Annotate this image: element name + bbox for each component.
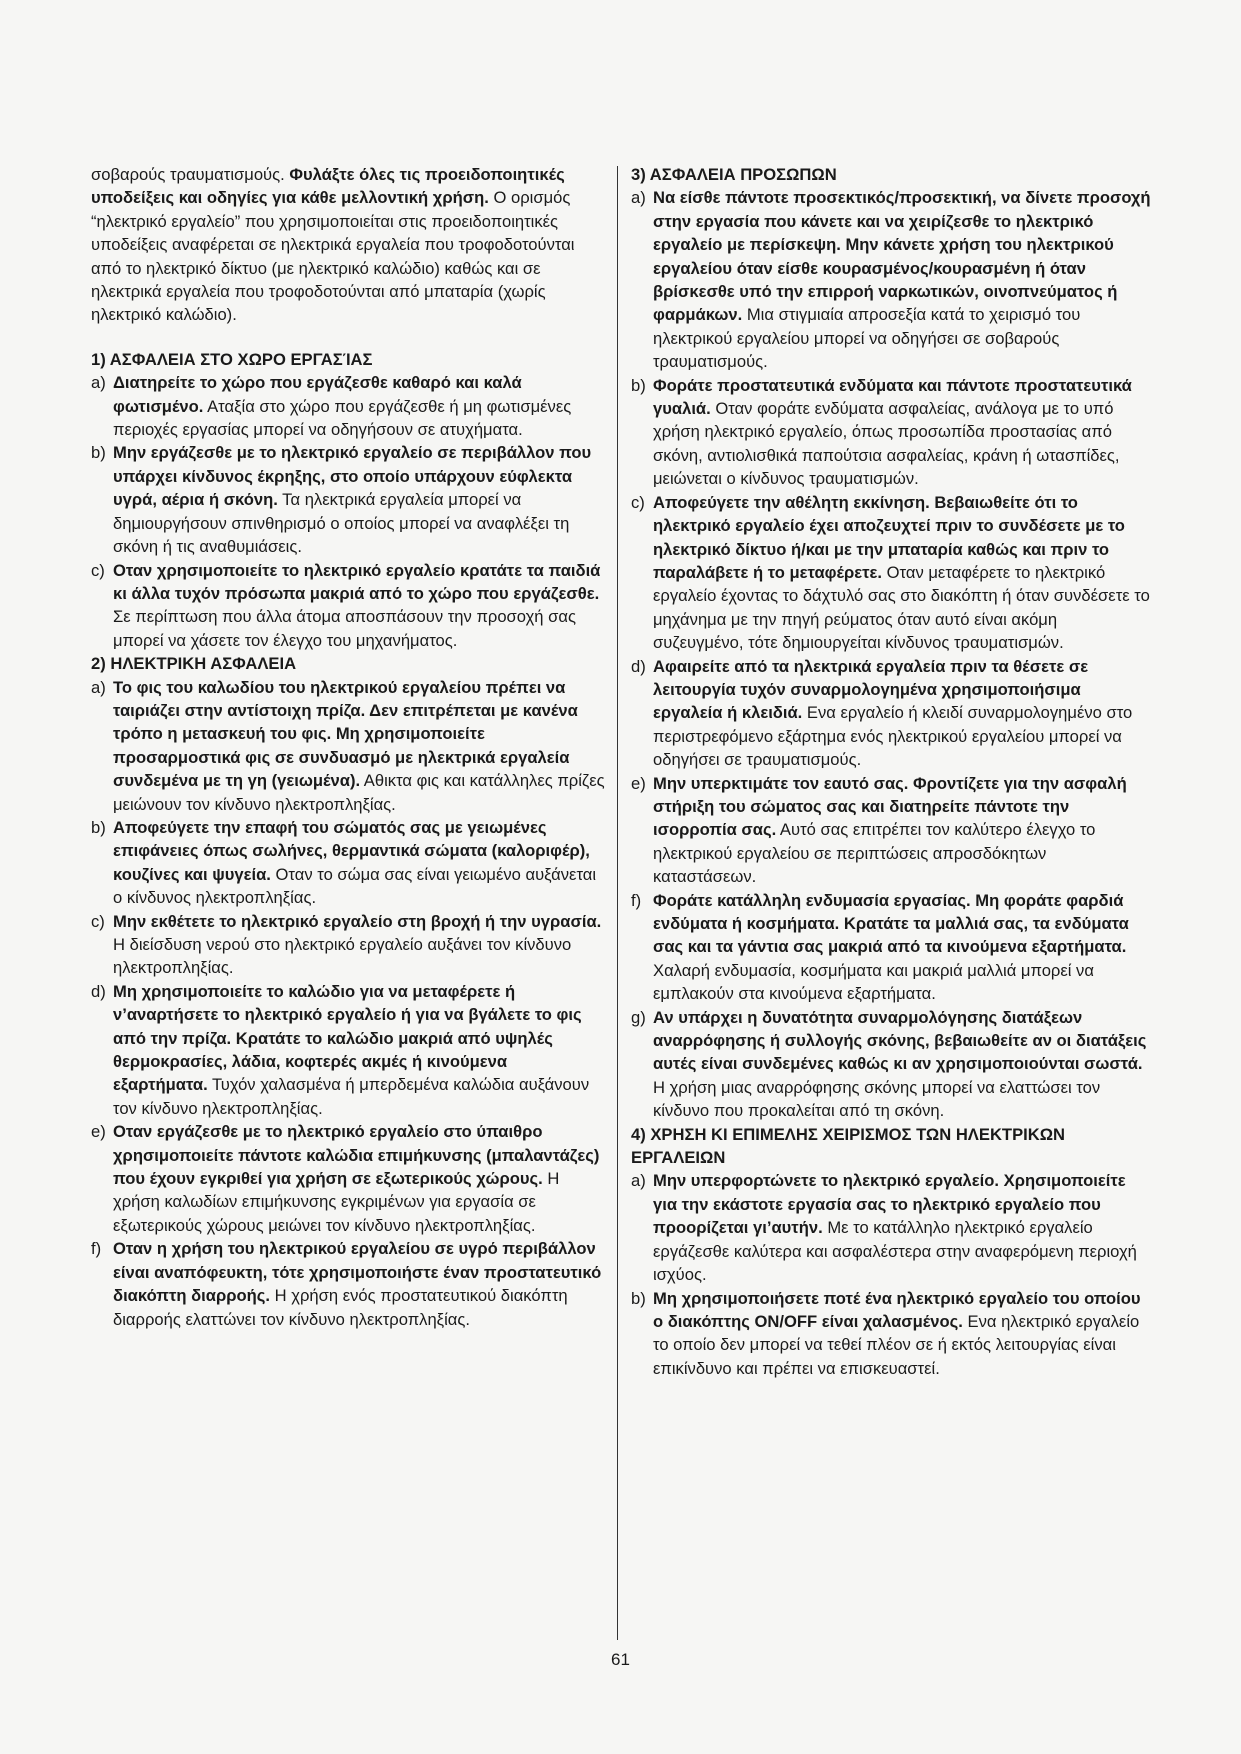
section-2-item-a	[91, 676, 606, 816]
item-marker: c)	[631, 492, 645, 512]
item-marker: a)	[631, 188, 646, 208]
item-bold: Οταν εργάζεσθε με το ηλεκτρικό εργαλείο στο ύπαιθρο χρησιμοποιείτε πάντοτε καλώδια επιμήκυνσης (μπαλαντάζες) που έχουν εγκριθεί για χρήση σε εξωτερικούς χώρους.	[113, 1122, 600, 1189]
item-text: Με το κατάλληλο ηλεκτρικό εργαλείο εργάζεσθε καλύτερα και ασφαλέστερα στην αναφερόμενη περιοχή ισχύος.	[653, 1218, 1137, 1285]
item-marker: c)	[91, 911, 105, 931]
section-4-heading: 4) ΧΡΗΣΗ ΚΙ ΕΠΙΜΕΛΗΣ ΧΕΙΡΙΣΜΟΣ ΤΩΝ ΗΛΕΚΤΡΙΚΩΝ ΕΡΓΑΛΕΙΩΝ	[631, 1124, 1066, 1168]
section-1-item-b	[91, 441, 606, 558]
item-marker: a)	[631, 1171, 646, 1191]
item-marker: b)	[631, 375, 646, 395]
section-2-item-f	[91, 1237, 606, 1331]
intro-lead: σοβαρούς τραυματισμούς.	[91, 165, 290, 184]
column-divider	[617, 166, 618, 1640]
item-bold: Μην υπερκτιμάτε τον εαυτό σας. Φροντίζετε για την ασφαλή στήριξη του σώματος σας και διατηρείτε πάντοτε την ισορροπία σας.	[653, 773, 1127, 840]
item-text: Χαλαρή ενδυμασία, κοσμήματα και μακριά μαλλιά μπορεί να εμπλακούν στα κινούμενα εξαρτήματα.	[653, 960, 1094, 1004]
item-bold: Αφαιρείτε από τα ηλεκτρικά εργαλεία πριν τα θέσετε σε λειτουργία τυχόν συναρμολογημένα χρησιμοποιήσιμα εργαλεία ή κλειδιά.	[653, 656, 1089, 723]
item-marker: d)	[631, 656, 646, 676]
item-marker: d)	[91, 981, 106, 1001]
item-text: Μια στιγμιαία απροσεξία κατά το χειρισμό του ηλεκτρικού εργαλείου μπορεί να οδηγήσει σε σοβαρούς τραυματισμούς.	[653, 305, 1081, 372]
item-bold: Αποφεύγετε την επαφή του σώματός σας με γειωμένες επιφάνειες όπως σωλήνες, θερμαντικά σώματα (καλοριφέρ), κουζίνες και ψυγεία.	[113, 817, 590, 884]
intro-paragraph	[91, 163, 606, 327]
section-3-item-d	[631, 655, 1151, 772]
item-bold: Να είσθε πάντοτε προσεκτικός/προσεκτική, να δίνετε προσοχή στην εργασία που κάνετε και να χειρίζεσθε το ηλεκτρικό εργαλείο με περίσκεψη. Μην κάνετε χρήση του ηλεκτρικού εργαλείου όταν είσθε κουρασμένος/κουρασμένη ή όταν βρίσκεσθε υπό την επιρροή ναρκωτικών, οινοπνεύματος ή φαρμάκων.	[653, 188, 1151, 325]
item-bold: Φοράτε προστατευτικά ενδύματα και πάντοτε προστατευτικά γυαλιά.	[653, 375, 1132, 419]
item-marker: b)	[91, 817, 106, 837]
item-bold: Φοράτε κατάλληλη ενδυμασία εργασίας. Μη φοράτε φαρδιά ενδύματα ή κοσμήματα. Κρατάτε τα μαλλιά σας, τα ενδύματα σας και τα γάντια σας μακριά από τα κινούμενα εξαρτήματα.	[653, 890, 1129, 957]
section-1-item-a	[91, 371, 606, 441]
page-number: 61	[611, 1650, 630, 1669]
item-text: Αυτό σας επιτρέπει τον καλύτερο έλεγχο το ηλεκτρικού εργαλείου σε περιπτώσεις απροσδόκητων καταστάσεων.	[653, 820, 1096, 887]
item-bold: Διατηρείτε το χώρο που εργάζεσθε καθαρό και καλά φωτισμένο.	[113, 373, 522, 416]
item-marker: e)	[91, 1122, 106, 1142]
item-bold: Μη χρησιμοποιήσετε ποτέ ένα ηλεκτρικό εργαλείο του οποίου ο διακόπτης ON/OFF είναι χαλασμένος.	[653, 1288, 1141, 1331]
section-2-item-b	[91, 816, 606, 910]
item-bold: Μη χρησιμοποιείτε το καλώδιο για να μεταφέρετε ή ν’αναρτήσετε το ηλεκτρικό εργαλείο ή για να βγάλετε το φις από την πρίζα. Κρατάτε το καλώδιο μακριά από υψηλές θερμοκρασίες, λάδια, κοφτερές ακμές ή κινούμενα εξαρτήματα.	[113, 981, 582, 1095]
section-3-item-f	[631, 889, 1151, 1006]
item-text: Οταν το σώμα σας είναι γειωμένο αυξάνεται ο κίνδυνος ηλεκτροπληξίας.	[113, 864, 597, 908]
item-marker: b)	[631, 1288, 646, 1308]
item-text: Η διείσδυση νερού στο ηλεκτρικό εργαλείο αυξάνει τον κίνδυνο ηλεκτροπληξίας.	[113, 935, 572, 978]
item-text: Σε περίπτωση που άλλα άτομα αποσπάσουν την προσοχή σας μπορεί να χάσετε τον έλεγχο του μηχανήματος.	[113, 607, 576, 650]
item-text: Η χρήση ενός προστατευτικού διακόπτη διαρροής ελαττώνει τον κίνδυνο ηλεκτροπληξίας.	[113, 1286, 568, 1329]
item-text: Οταν φοράτε ενδύματα ασφαλείας, ανάλογα με το υπό χρήση ηλεκτρικό εργαλείο, όπως προσωπίδα προστασίας από σκόνη, αντιολισθικά παπούτσια ασφαλείας, κράνη ή ωτασπίδες, μειώνεται ο κίνδυνος τραυματισμών.	[653, 399, 1120, 489]
section-2-item-c	[91, 910, 606, 980]
item-text: Αθικτα φις και κατάλληλες πρίζες μειώνουν τον κίνδυνο ηλεκτροπληξίας.	[113, 771, 605, 814]
item-text: Η χρήση καλωδίων επιμήκυνσης εγκριμένων για εργασία σε εξωτερικούς χώρους μειώνει τον κίνδυνο ηλεκτροπληξίας.	[113, 1169, 560, 1235]
item-bold: Μην εκθέτετε το ηλεκτρικό εργαλείο στη βροχή ή την υγρασία.	[113, 911, 602, 931]
section-3-item-b	[631, 374, 1151, 491]
item-text: Αταξία στο χώρο που εργάζεσθε ή μη φωτισμένες περιοχές εργασίας μπορεί να οδηγήσουν σε ατυχήματα.	[113, 396, 572, 440]
section-3-item-e	[631, 772, 1151, 889]
item-bold: Οταν χρησιμοποιείτε το ηλεκτρικό εργαλείο κρατάτε τα παιδιά κι άλλα τυχόν πρόσωπα μακριά από το χώρο που εργάζεσθε.	[113, 560, 601, 603]
section-3-item-a	[631, 186, 1151, 373]
item-marker: a)	[91, 373, 106, 393]
section-4-item-a	[631, 1169, 1151, 1286]
item-bold: Το φις του καλωδίου του ηλεκτρικού εργαλείου πρέπει να ταιριάζει στην αντίστοιχη πρίζα. Δεν επιτρέπεται με κανένα τρόπο η μετασκευή του φις. Μη χρησιμοποιείτε προσαρμοστικά φις σε συνδυασμό με ηλεκτρικά εργαλεία συνδεμένα με τη γη (γειωμένα).	[113, 677, 578, 791]
section-2-heading: 2) ΗΛΕΚΤΡΙΚΗ ΑΣΦΑΛΕΙΑ	[91, 654, 297, 674]
item-text: Ενα εργαλείο ή κλειδί συναρμολογημένο στο περιστρεφόμενο εξάρτημα ενός ηλεκτρικού εργαλείου μπορεί να οδηγήσει σε τραυματισμούς.	[653, 703, 1133, 770]
left-column	[91, 163, 606, 1331]
item-text: Οταν μεταφέρετε το ηλεκτρικό εργαλείο έχοντας το δάχτυλό σας στο διακόπτη ή όταν συνδέσετε το μηχάνημα με την πηγή ρεύματος όταν αυτό είναι ακόμη συζευγμένο, τότε δημιουργείται κίνδυνος τραυματισμών.	[653, 562, 1150, 653]
item-marker: f)	[91, 1239, 102, 1259]
section-1-heading: 1) ΑΣΦΑΛΕΙΑ ΣΤΟ ΧΩΡΟ ΕΡΓΑΣΊΑΣ	[91, 349, 373, 369]
section-1-item-c	[91, 559, 606, 653]
item-text: Η χρήση μιας αναρρόφησης σκόνης μπορεί να ελαττώσει τον κίνδυνο που προκαλείται από τη σκόνη.	[653, 1077, 1101, 1121]
item-bold: Μην εργάζεσθε με το ηλεκτρικό εργαλείο σε περιβάλλον που υπάρχει κίνδυνος έκρηξης, στο οποίο υπάρχουν εύφλεκτα υγρά, αέρια ή σκόνη.	[113, 443, 592, 510]
item-text: Τυχόν χαλασμένα ή μπερδεμένα καλώδια αυξάνουν τον κίνδυνο ηλεκτροπληξίας.	[113, 1075, 590, 1118]
section-4-item-b	[631, 1287, 1151, 1381]
item-marker: e)	[631, 773, 646, 793]
item-marker: g)	[631, 1007, 646, 1027]
item-bold: Οταν η χρήση του ηλεκτρικού εργαλείου σε υγρό περιβάλλον είναι αναπόφευκτη, τότε χρησιμοποιήστε έναν προστατευτικό διακόπτη διαρροής.	[113, 1239, 602, 1306]
item-text: Τα ηλεκτρικά εργαλεία μπορεί να δημιουργήσουν σπινθηρισμό ο οποίος μπορεί να αναφλέξει τη σκόνη ή τις αναθυμιάσεις.	[113, 490, 570, 557]
section-2-item-d	[91, 980, 606, 1120]
section-3-heading: 3) ΑΣΦΑΛΕΙΑ ΠΡΟΣΩΠΩΝ	[631, 165, 837, 184]
item-marker: f)	[631, 890, 642, 910]
item-marker: c)	[91, 560, 105, 580]
intro-rest: Ο ορισμός “ηλεκτρικό εργαλείο” που χρησιμοποιείται στις προειδοποιητικές υποδείξεις αναφέρεται σε ηλεκτρικά εργαλεία που τροφοδοτούνται από το ηλεκτρικό δίκτυο (με ηλεκτρικό καλώδιο) καθώς και σε ηλεκτρικά εργαλεία που τροφοδοτούνται από μπαταρία (χωρίς ηλεκτρικό καλώδιο).	[91, 188, 575, 325]
item-bold: Αποφεύγετε την αθέλητη εκκίνηση. Βεβαιωθείτε ότι το ηλεκτρικό εργαλείο έχει αποζευχτεί πριν το συνδέσετε με το ηλεκτρικό δίκτυο ή/και με την μπαταρία καθώς και πριν το παραλάβετε ή το μεταφέρετε.	[653, 492, 1125, 582]
section-3-item-c	[631, 491, 1151, 655]
item-bold: Αν υπάρχει η δυνατότητα συναρμολόγησης διατάξεων αναρρόφησης ή συλλογής σκόνης, βεβαιωθείτε αν οι διατάξεις αυτές είναι συνδεμένες καθώς κι αν χρησιμοποιούνται σωστά.	[653, 1007, 1147, 1074]
item-bold: Μην υπερφορτώνετε το ηλεκτρικό εργαλείο. Χρησιμοποιείτε για την εκάστοτε εργασία σας το ηλεκτρικό εργαλείο που προορίζεται γι’αυτήν.	[653, 1171, 1126, 1238]
right-column	[631, 163, 1151, 1380]
section-2-item-e	[91, 1120, 606, 1237]
section-3-item-g	[631, 1006, 1151, 1123]
item-marker: a)	[91, 677, 106, 697]
intro-bold: Φυλάξτε όλες τις προειδοποιητικές υποδείξεις και οδηγίες για κάθε μελλοντική χρήση.	[91, 165, 565, 208]
item-text: Ενα ηλεκτρικό εργαλείο το οποίο δεν μπορεί να τεθεί πλέον σε ή εκτός λειτουργίας είναι επικίνδυνο και πρέπει να επισκευαστεί.	[653, 1311, 1140, 1378]
item-marker: b)	[91, 443, 106, 463]
